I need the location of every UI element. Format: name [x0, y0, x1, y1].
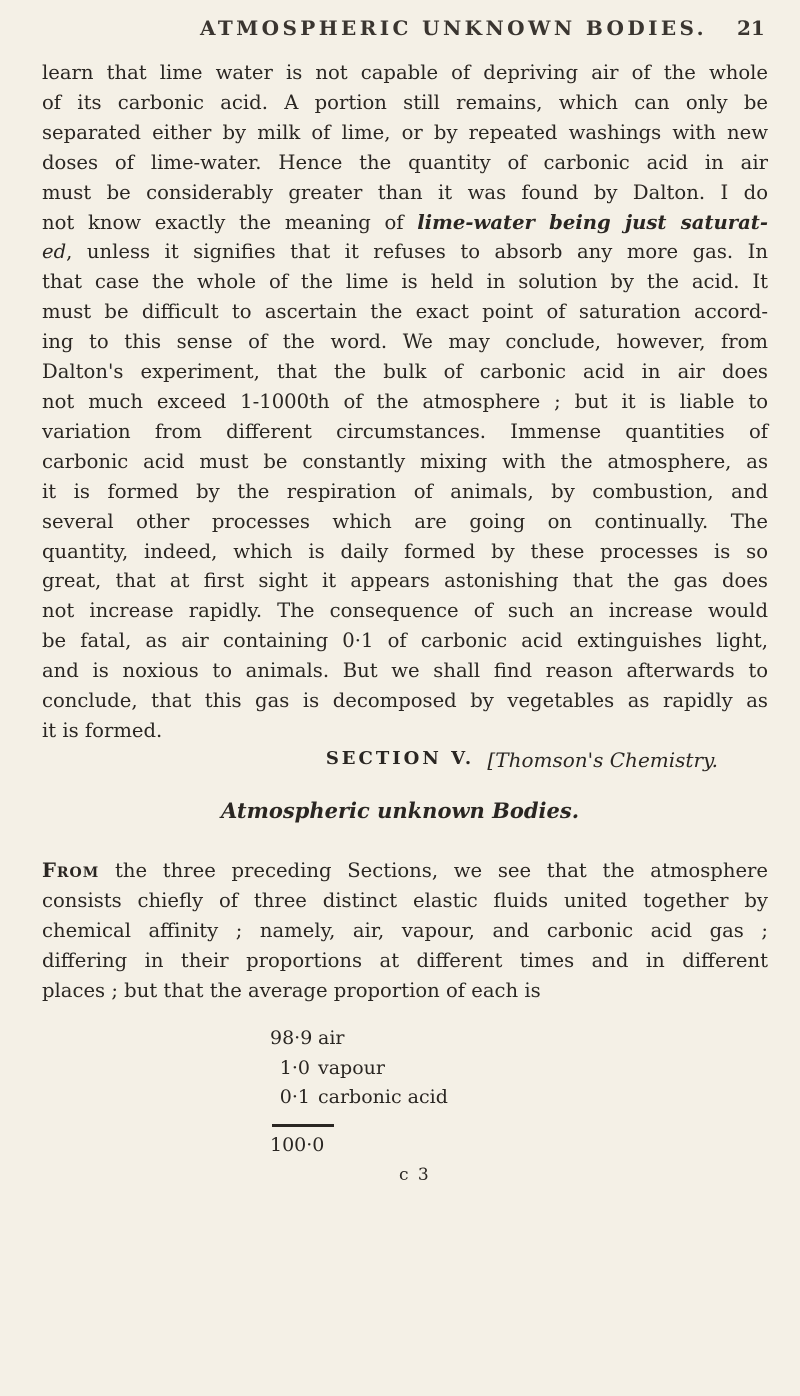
proportion-label: carbonic acid — [318, 1086, 448, 1108]
text-line: of its carbonic acid. A portion still remains, which can only be — [42, 90, 768, 114]
text-line: doses of lime-water. Hence the quantity of carbonic acid in air — [42, 150, 768, 174]
text-line: not much exceed 1-1000th of the atmosphere ; but it is liable to — [42, 389, 768, 413]
text-line: Dalton's experiment, that the bulk of carbonic acid in air does — [42, 360, 768, 384]
section-heading: SECTION V. — [325, 748, 475, 769]
text-line — [42, 208, 768, 238]
running-title: ATMOSPHERIC UNKNOWN BODIES. — [200, 16, 707, 40]
text-run: not know exactly the meaning of — [42, 210, 418, 234]
page-header — [0, 14, 800, 44]
text-line: differing in their proportions at different times and in different — [42, 948, 768, 972]
proportion-table — [270, 1024, 448, 1113]
text-line: must be considerably greater than it was found by Dalton. I do — [42, 180, 768, 204]
proportion-value: 0·1 — [279, 1086, 310, 1108]
paragraph-1 — [42, 58, 768, 776]
text-line: that case the whole of the lime is held in solution by the acid. It — [42, 270, 768, 294]
citation: [Thomson's Chemistry. — [487, 747, 718, 772]
page-number: 21 — [737, 16, 765, 40]
table-row — [270, 1083, 448, 1113]
text-line: carbonic acid must be constantly mixing with the atmosphere, as — [42, 449, 768, 473]
text-line: ing to this sense of the word. We may conclude, however, from — [42, 330, 768, 354]
text-line: it is formed by the respiration of animals, by combustion, and — [42, 479, 768, 503]
paragraph-2 — [42, 856, 768, 1006]
total-value: 100·0 — [270, 1134, 325, 1156]
text-line: consists chiefly of three distinct elastic fluids united together by — [42, 888, 768, 912]
signature-mark: c 3 — [399, 1165, 431, 1185]
text-line: conclude, that this gas is decomposed by vegetables as rapidly as — [42, 689, 768, 713]
proportion-value: 98·9 — [270, 1027, 313, 1049]
text-run: the three preceding Sections, we see that the atmosphere — [99, 859, 768, 882]
table-row — [270, 1024, 448, 1054]
text-line: it is formed. — [42, 718, 163, 742]
sum-rule — [272, 1124, 334, 1127]
italic-phrase: ed — [42, 240, 67, 264]
text-line: be fatal, as air containing 0·1 of carbonic acid extinguishes light, — [42, 629, 768, 653]
text-line — [42, 237, 768, 267]
text-line: places ; but that the average proportion of each is — [42, 978, 541, 1002]
proportion-label: air — [318, 1027, 345, 1049]
text-line: not increase rapidly. The consequence of such an increase would — [42, 599, 768, 623]
section-title: Atmospheric unknown Bodies. — [220, 798, 580, 823]
proportion-label: vapour — [318, 1056, 385, 1079]
text-line: learn that lime water is not capable of depriving air of the whole — [42, 61, 768, 84]
proportion-value: 1·0 — [279, 1056, 310, 1079]
text-line: several other processes which are going on continually. The — [42, 509, 768, 533]
text-run: , unless it signifies that it refuses to absorb any more gas. In — [66, 240, 768, 264]
text-line: and is noxious to animals. But we shall find reason afterwards to — [42, 659, 768, 683]
text-line: must be difficult to ascertain the exact point of saturation accord- — [42, 300, 768, 324]
text-line: quantity, indeed, which is daily formed by these processes is so — [42, 539, 768, 563]
italic-phrase: lime-water being just saturat- — [417, 210, 768, 234]
text-line: chemical affinity ; namely, air, vapour, and carbonic acid gas ; — [42, 918, 768, 942]
text-line: variation from different circumstances. Immense quantities of — [42, 419, 768, 443]
lead-word: From — [42, 859, 100, 882]
table-row — [270, 1054, 448, 1084]
text-line — [42, 856, 768, 886]
text-line: separated either by milk of lime, or by repeated washings with new — [42, 120, 768, 144]
text-line: great, that at first sight it appears astonishing that the gas does — [42, 569, 768, 593]
